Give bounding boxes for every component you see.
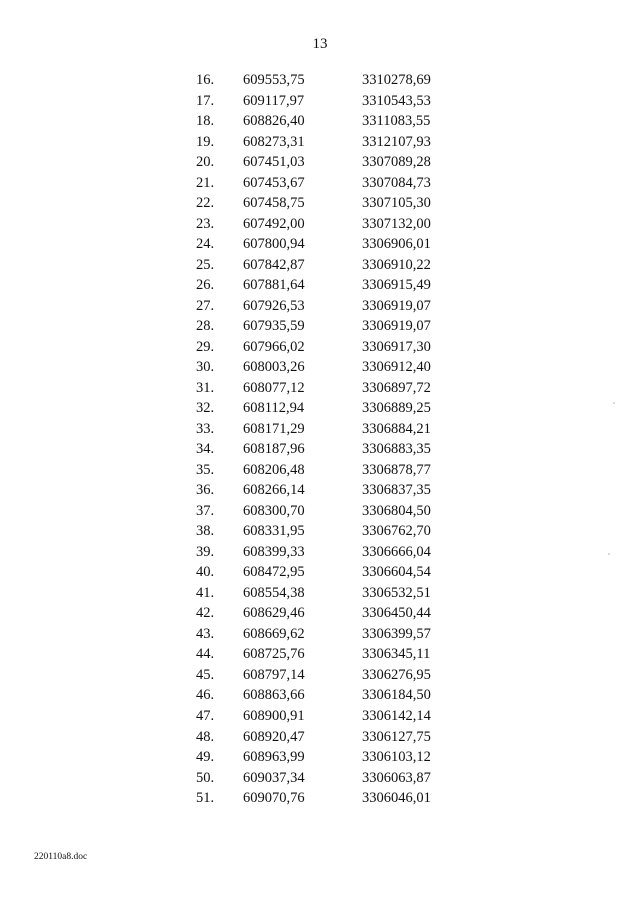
y-coordinate-cell: 3306910,22 [362,256,431,273]
point-number-cell: 36. [196,482,215,499]
table-row [196,419,431,440]
point-number-cell: 29. [196,338,215,355]
point-number-cell: 30. [196,359,215,376]
y-coordinate-cell: 3307089,28 [362,154,431,171]
y-coordinate-cell: 3306878,77 [362,461,431,478]
point-number-cell: 28. [196,318,215,335]
x-coordinate-cell: 607926,53 [243,297,305,314]
point-number-cell: 33. [196,420,215,437]
table-row [196,316,431,337]
point-number-cell: 44. [196,646,215,663]
point-number-cell: 19. [196,133,215,150]
point-number-cell: 38. [196,523,215,540]
point-number-cell: 23. [196,215,215,232]
x-coordinate-cell: 607453,67 [243,174,305,191]
table-row [196,152,431,173]
y-coordinate-cell: 3307084,73 [362,174,431,191]
x-coordinate-cell: 608331,95 [243,523,305,540]
point-number-cell: 45. [196,666,215,683]
table-row [196,439,431,460]
table-row [196,583,431,604]
point-number-cell: 49. [196,749,215,766]
table-row [196,747,431,768]
x-coordinate-cell: 608725,76 [243,646,305,663]
y-coordinate-cell: 3306046,01 [362,790,431,807]
coordinates-table-body [196,70,431,809]
x-coordinate-cell: 607966,02 [243,338,305,355]
x-coordinate-cell: 608171,29 [243,420,305,437]
table-row [196,70,431,91]
table-row [196,91,431,112]
table-row [196,768,431,789]
x-coordinate-cell: 607935,59 [243,318,305,335]
x-coordinate-cell: 608472,95 [243,564,305,581]
x-coordinate-cell: 608206,48 [243,461,305,478]
point-number-cell: 50. [196,769,215,786]
point-number-cell: 47. [196,707,215,724]
y-coordinate-cell: 3310278,69 [362,72,431,88]
table-row [196,665,431,686]
page-number: 13 [312,36,328,52]
y-coordinate-cell: 3306604,54 [362,564,431,581]
y-coordinate-cell: 3306142,14 [362,707,431,724]
y-coordinate-cell: 3306666,04 [362,543,431,560]
y-coordinate-cell: 3306883,35 [362,441,431,458]
x-coordinate-cell: 607458,75 [243,195,305,212]
table-row [196,296,431,317]
y-coordinate-cell: 3306889,25 [362,400,431,417]
table-row [196,521,431,542]
x-coordinate-cell: 608003,26 [243,359,305,376]
point-number-cell: 32. [196,400,215,417]
point-number-cell: 37. [196,502,215,519]
y-coordinate-cell: 3306897,72 [362,379,431,396]
point-number-cell: 48. [196,728,215,745]
table-row [196,337,431,358]
point-number-cell: 41. [196,584,215,601]
table-row [196,727,431,748]
x-coordinate-cell: 608077,12 [243,379,305,396]
x-coordinate-cell: 608863,66 [243,687,305,704]
y-coordinate-cell: 3306837,35 [362,482,431,499]
point-number-cell: 46. [196,687,215,704]
y-coordinate-cell: 3306532,51 [362,584,431,601]
x-coordinate-cell: 608300,70 [243,502,305,519]
point-number-cell: 35. [196,461,215,478]
x-coordinate-cell: 608669,62 [243,625,305,642]
x-coordinate-cell: 609553,75 [243,72,305,88]
y-coordinate-cell: 3306184,50 [362,687,431,704]
x-coordinate-cell: 608963,99 [243,749,305,766]
y-coordinate-cell: 3306103,12 [362,749,431,766]
table-row [196,706,431,727]
point-number-cell: 31. [196,379,215,396]
x-coordinate-cell: 608826,40 [243,113,305,130]
point-number-cell: 34. [196,441,215,458]
point-number-cell: 21. [196,174,215,191]
scan-speck [613,402,615,404]
table-row [196,603,431,624]
y-coordinate-cell: 3306906,01 [362,236,431,253]
table-row [196,480,431,501]
y-coordinate-cell: 3306762,70 [362,523,431,540]
y-coordinate-cell: 3306915,49 [362,277,431,294]
x-coordinate-cell: 607800,94 [243,236,305,253]
footer-filename: 220110a8.doc [34,852,88,862]
point-number-cell: 25. [196,256,215,273]
table-row [196,398,431,419]
y-coordinate-cell: 3306399,57 [362,625,431,642]
x-coordinate-cell: 608797,14 [243,666,305,683]
x-coordinate-cell: 609037,34 [243,769,305,786]
table-row [196,214,431,235]
x-coordinate-cell: 607492,00 [243,215,305,232]
point-number-cell: 39. [196,543,215,560]
table-row [196,111,431,132]
x-coordinate-cell: 608554,38 [243,584,305,601]
table-row [196,788,431,809]
table-row [196,644,431,665]
y-coordinate-cell: 3310543,53 [362,92,431,109]
x-coordinate-cell: 608266,14 [243,482,305,499]
coordinates-table [196,70,431,809]
table-row [196,357,431,378]
scan-speck [608,553,610,555]
point-number-cell: 18. [196,113,215,130]
y-coordinate-cell: 3306917,30 [362,338,431,355]
y-coordinate-cell: 3307105,30 [362,195,431,212]
table-row [196,562,431,583]
table-row [196,173,431,194]
table-row [196,460,431,481]
x-coordinate-cell: 607842,87 [243,256,305,273]
x-coordinate-cell: 608399,33 [243,543,305,560]
table-row [196,275,431,296]
table-row [196,255,431,276]
y-coordinate-cell: 3306063,87 [362,769,431,786]
y-coordinate-cell: 3306450,44 [362,605,431,622]
x-coordinate-cell: 608629,46 [243,605,305,622]
point-number-cell: 16. [196,72,215,88]
point-number-cell: 22. [196,195,215,212]
x-coordinate-cell: 607451,03 [243,154,305,171]
point-number-cell: 24. [196,236,215,253]
table-row [196,685,431,706]
table-row [196,542,431,563]
x-coordinate-cell: 607881,64 [243,277,305,294]
x-coordinate-cell: 608187,96 [243,441,305,458]
x-coordinate-cell: 609117,97 [243,92,305,109]
point-number-cell: 43. [196,625,215,642]
x-coordinate-cell: 608920,47 [243,728,305,745]
point-number-cell: 27. [196,297,215,314]
y-coordinate-cell: 3306919,07 [362,318,431,335]
y-coordinate-cell: 3312107,93 [362,133,431,150]
point-number-cell: 20. [196,154,215,171]
y-coordinate-cell: 3306884,21 [362,420,431,437]
point-number-cell: 42. [196,605,215,622]
y-coordinate-cell: 3306804,50 [362,502,431,519]
y-coordinate-cell: 3306345,11 [362,646,431,663]
point-number-cell: 51. [196,790,215,807]
x-coordinate-cell: 609070,76 [243,790,305,807]
point-number-cell: 26. [196,277,215,294]
table-row [196,624,431,645]
y-coordinate-cell: 3311083,55 [362,113,431,130]
y-coordinate-cell: 3306127,75 [362,728,431,745]
y-coordinate-cell: 3306276,95 [362,666,431,683]
x-coordinate-cell: 608900,91 [243,707,305,724]
table-row [196,132,431,153]
table-row [196,501,431,522]
table-row [196,193,431,214]
table-row [196,234,431,255]
table-row [196,378,431,399]
y-coordinate-cell: 3306912,40 [362,359,431,376]
point-number-cell: 40. [196,564,215,581]
y-coordinate-cell: 3307132,00 [362,215,431,232]
x-coordinate-cell: 608112,94 [243,400,305,417]
point-number-cell: 17. [196,92,215,109]
x-coordinate-cell: 608273,31 [243,133,305,150]
y-coordinate-cell: 3306919,07 [362,297,431,314]
